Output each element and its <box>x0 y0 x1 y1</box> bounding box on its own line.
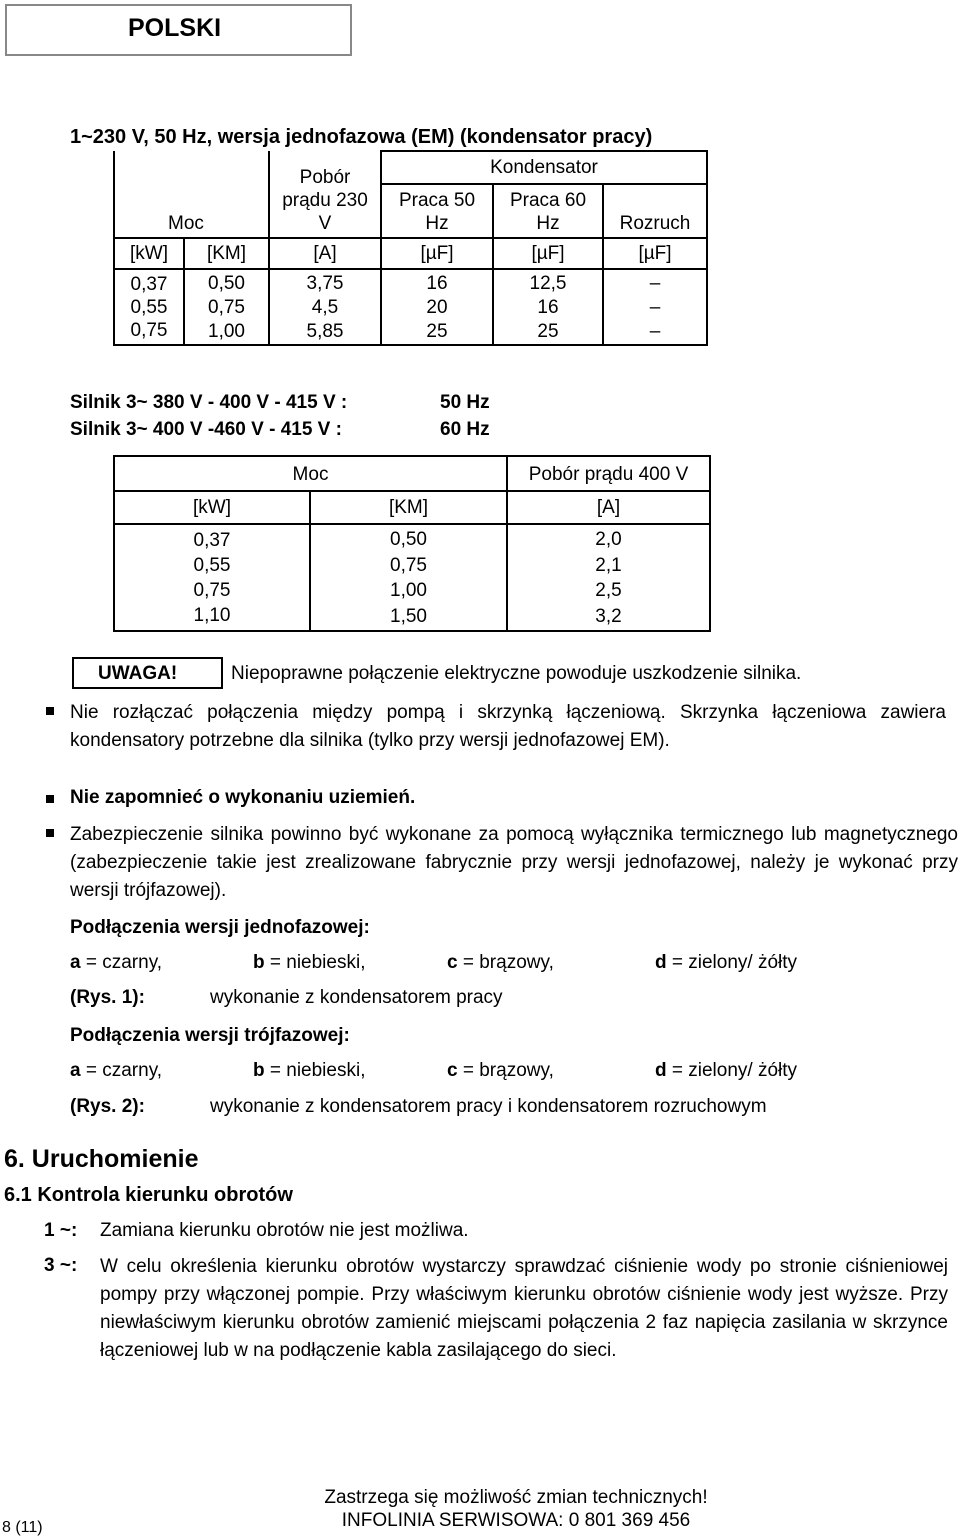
table-row <box>114 456 710 491</box>
table-cell: 0,55 <box>114 553 310 578</box>
header-power: Moc <box>168 213 204 234</box>
single-phase-title: Podłączenia wersji jednofazowej: <box>70 917 370 938</box>
page-number: 8 (11) <box>2 1519 43 1536</box>
section-title-startup: 6. Uruchomienie <box>4 1145 199 1173</box>
figure-text: wykonanie z kondensatorem pracy i kondensatorem rozruchowym <box>210 1096 767 1117</box>
bullet-icon <box>46 707 54 715</box>
footer-notice: Zastrzega się możliwość zmian technicznych! <box>324 1487 708 1508</box>
wire-b <box>253 1060 365 1082</box>
wire-value: = czarny, <box>85 1060 163 1081</box>
wire-key: d <box>655 1060 667 1081</box>
wire-key: c <box>447 1060 458 1081</box>
wire-a <box>70 952 162 974</box>
language-label: POLSKI <box>128 14 222 42</box>
header-capacitor: Kondensator <box>381 151 707 184</box>
table-cell: 0,37 <box>114 269 184 296</box>
table-cell: 25 <box>381 319 493 345</box>
warning-divider <box>221 657 223 689</box>
footer-hotline: INFOLINIA SERWISOWA: 0 801 369 456 <box>341 1510 691 1531</box>
table-cell: 1,10 <box>114 603 310 631</box>
table-row <box>114 603 710 631</box>
item-label-1phase: 1 ~: <box>44 1220 78 1241</box>
figure-label: (Rys. 2): <box>70 1096 145 1117</box>
table-cell: 0,50 <box>310 524 507 553</box>
table-row <box>114 319 707 345</box>
wire-value: = czarny, <box>85 952 163 973</box>
table-row <box>114 151 707 184</box>
table-cell: 16 <box>493 296 603 319</box>
table-cell: 16 <box>381 269 493 296</box>
table-cell: – <box>603 296 707 319</box>
wire-c <box>447 1060 554 1082</box>
table-cell: 1,00 <box>310 578 507 603</box>
table-cell: 0,37 <box>114 524 310 553</box>
wire-key: d <box>655 952 667 973</box>
table-cell: 2,0 <box>507 524 710 553</box>
bullet-icon <box>46 829 54 837</box>
subsection-title-rotation: 6.1 Kontrola kierunku obrotów <box>4 1184 293 1206</box>
unit-cell: [µF] <box>381 238 493 269</box>
table-cell: 0,75 <box>184 296 269 319</box>
table-cell: 1,50 <box>310 603 507 631</box>
table-cell: 0,55 <box>114 296 184 319</box>
table-cell: – <box>603 269 707 296</box>
bullet-text-3: Zabezpieczenie silnika powinno być wykonane za pomocą wyłącznika termicznego lub magnetycznego (zabezpieczenie takie jest zrealizowane fabrycznie przy wersji jednofazowej, należy je wykonać przy wersji trójfazowej). <box>70 824 958 901</box>
wire-key: b <box>253 1060 265 1081</box>
header-power: Moc <box>114 456 507 491</box>
table-cell: 20 <box>381 296 493 319</box>
unit-cell: [A] <box>269 238 381 269</box>
wire-value: = niebieski, <box>269 952 366 973</box>
unit-cell: [KM] <box>184 238 269 269</box>
table-row <box>114 524 710 553</box>
bullet-icon <box>46 795 54 803</box>
unit-cell: [A] <box>507 491 710 524</box>
motor3-line2-label: Silnik 3~ 400 V -460 V - 415 V : <box>70 419 342 440</box>
table-row <box>114 578 710 603</box>
table-row <box>114 238 707 269</box>
unit-cell: [kW] <box>114 491 310 524</box>
header-current-400: Pobór prądu 400 V <box>507 456 710 491</box>
table-cell: 3,75 <box>269 269 381 296</box>
section-title-single-phase: 1~230 V, 50 Hz, wersja jednofazowa (EM) (kondensator pracy) <box>70 126 653 148</box>
unit-cell: [µF] <box>493 238 603 269</box>
table-row <box>114 491 710 524</box>
wire-value: = niebieski, <box>269 1060 366 1081</box>
item-label-3phase: 3 ~: <box>44 1255 78 1276</box>
table-three-phase <box>113 455 711 632</box>
table-cell: 3,2 <box>507 603 710 631</box>
motor3-line1-value: 50 Hz <box>440 392 490 413</box>
warning-text: Niepoprawne połączenie elektryczne powoduje uszkodzenie silnika. <box>231 663 802 684</box>
table-cell: 1,00 <box>184 319 269 345</box>
table-single-phase <box>113 150 708 346</box>
wire-d <box>655 952 797 974</box>
motor3-line1-label: Silnik 3~ 380 V - 400 V - 415 V : <box>70 392 348 413</box>
wire-value: = brązowy, <box>462 1060 554 1081</box>
three-phase-title: Podłączenia wersji trójfazowej: <box>70 1025 350 1046</box>
table-cell: 4,5 <box>269 296 381 319</box>
table-cell: 0,75 <box>114 319 184 345</box>
table-cell: 12,5 <box>493 269 603 296</box>
table-cell: 2,1 <box>507 553 710 578</box>
wire-a <box>70 1060 162 1082</box>
header-start: Rozruch <box>603 184 707 238</box>
table-cell: 2,5 <box>507 578 710 603</box>
wire-c <box>447 952 554 974</box>
wire-key: a <box>70 1060 81 1081</box>
table-cell: 5,85 <box>269 319 381 345</box>
warning-label: UWAGA! <box>98 663 178 684</box>
header-run-50: Praca 50 Hz <box>398 190 476 234</box>
table-cell: 0,75 <box>114 578 310 603</box>
motor3-line2-value: 60 Hz <box>440 419 490 440</box>
wire-b <box>253 952 365 974</box>
item-text-3phase: W celu określenia kierunku obrotów wystarczy sprawdzać ciśnienie wody po stronie ciśnieniowej pompy przy włączonej pompie. Przy właściwym kierunku obrotów ciśnienie wody jest wyższe. Przy niewłaściwym kierunku obrotów zamienić miejscami połączenia 2 faz napięcia zasilania w skrzynce łączeniowej lub w na podłączenie kabla zasilającego do sieci. <box>100 1256 948 1361</box>
table-row <box>114 553 710 578</box>
table-row <box>114 269 707 296</box>
bullet-text-2: Nie zapomnieć o wykonaniu uziemień. <box>70 787 416 808</box>
table-cell: 25 <box>493 319 603 345</box>
unit-cell: [kW] <box>114 238 184 269</box>
figure-label: (Rys. 1): <box>70 987 145 1008</box>
unit-cell: [µF] <box>603 238 707 269</box>
figure-text: wykonanie z kondensatorem pracy <box>210 987 503 1008</box>
wire-key: c <box>447 952 458 973</box>
table-cell: 0,50 <box>184 269 269 296</box>
header-run-60: Praca 60 Hz <box>509 190 587 234</box>
wire-key: a <box>70 952 81 973</box>
table-cell: 0,75 <box>310 553 507 578</box>
wire-value: = zielony/ żółty <box>671 952 798 973</box>
bullet-text-1: Nie rozłączać połączenia między pompą i skrzynką łączeniową. Skrzynka łączeniowa zawiera kondensatory potrzebne dla silnika (tylko przy wersji jednofazowej EM). <box>70 702 946 751</box>
wire-key: b <box>253 952 265 973</box>
wire-value: = zielony/ żółty <box>671 1060 798 1081</box>
wire-d <box>655 1060 797 1082</box>
table-cell: – <box>603 319 707 345</box>
header-current-230: Pobór prądu 230 V <box>282 167 368 234</box>
wire-value: = brązowy, <box>462 952 554 973</box>
item-text-1phase: Zamiana kierunku obrotów nie jest możliwa. <box>100 1220 469 1241</box>
unit-cell: [KM] <box>310 491 507 524</box>
table-row <box>114 296 707 319</box>
